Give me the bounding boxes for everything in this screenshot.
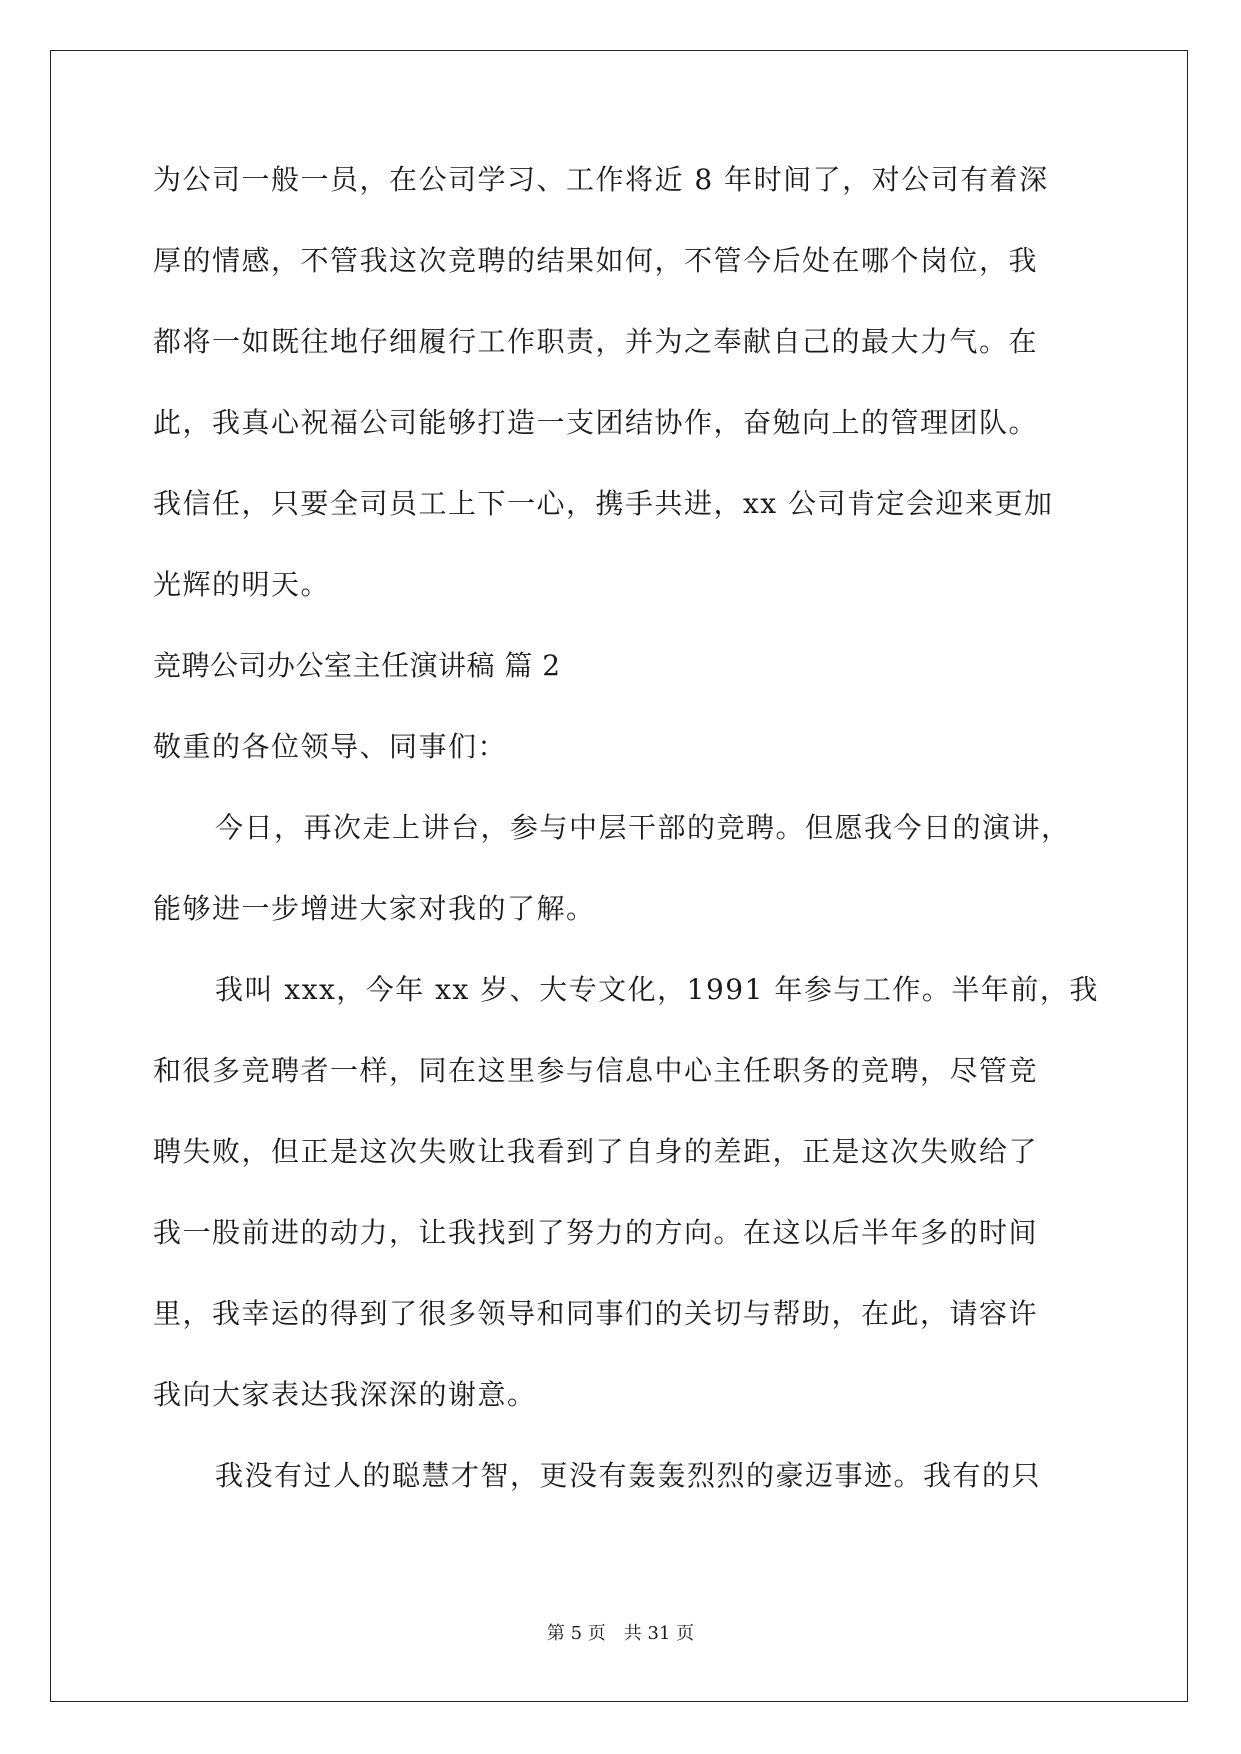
text-line: 里，我幸运的得到了很多领导和同事们的关切与帮助，在此，请容许	[153, 1297, 1039, 1330]
text-line: 都将一如既往地仔细履行工作职责，并为之奉献自己的最大力气。在	[153, 325, 1039, 358]
text-line: 此，我真心祝福公司能够打造一支团结协作，奋勉向上的管理团队。	[153, 406, 1039, 439]
text-line: 聘失败，但正是这次失败让我看到了自身的差距，正是这次失败给了	[153, 1135, 1039, 1168]
text-line: 能够进一步增进大家对我的了解。	[153, 892, 596, 925]
text-line: 我信任，只要全司员工上下一心，携手共进，xx 公司肯定会迎来更加	[153, 487, 1054, 520]
paragraph-start-line: 我叫 xxx，今年 xx 岁、大专文化，1991 年参与工作。半年前，我	[215, 973, 1099, 1006]
text-line: 光辉的明天。	[153, 568, 331, 601]
text-line: 和很多竞聘者一样，同在这里参与信息中心主任职务的竞聘，尽管竞	[153, 1054, 1039, 1087]
paragraph-start-line: 今日，再次走上讲台，参与中层干部的竞聘。但愿我今日的演讲，	[215, 811, 1071, 844]
section-heading: 竞聘公司办公室主任演讲稿 篇 2	[153, 649, 561, 682]
text-line: 我向大家表达我深深的谢意。	[153, 1378, 537, 1411]
paragraph-start-line: 我没有过人的聪慧才智，更没有轰轰烈烈的豪迈事迹。我有的只	[215, 1459, 1042, 1492]
text-line: 为公司一般一员，在公司学习、工作将近 8 年时间了，对公司有着深	[153, 163, 1049, 196]
document-body	[153, 160, 1099, 1537]
page-number-footer: 第 5 页 共 31 页	[546, 1623, 695, 1644]
text-line: 厚的情感，不管我这次竞聘的结果如何，不管今后处在哪个岗位，我	[153, 244, 1039, 277]
text-line: 我一股前进的动力，让我找到了努力的方向。在这以后半年多的时间	[153, 1216, 1039, 1249]
salutation: 敬重的各位领导、同事们：	[153, 730, 508, 763]
